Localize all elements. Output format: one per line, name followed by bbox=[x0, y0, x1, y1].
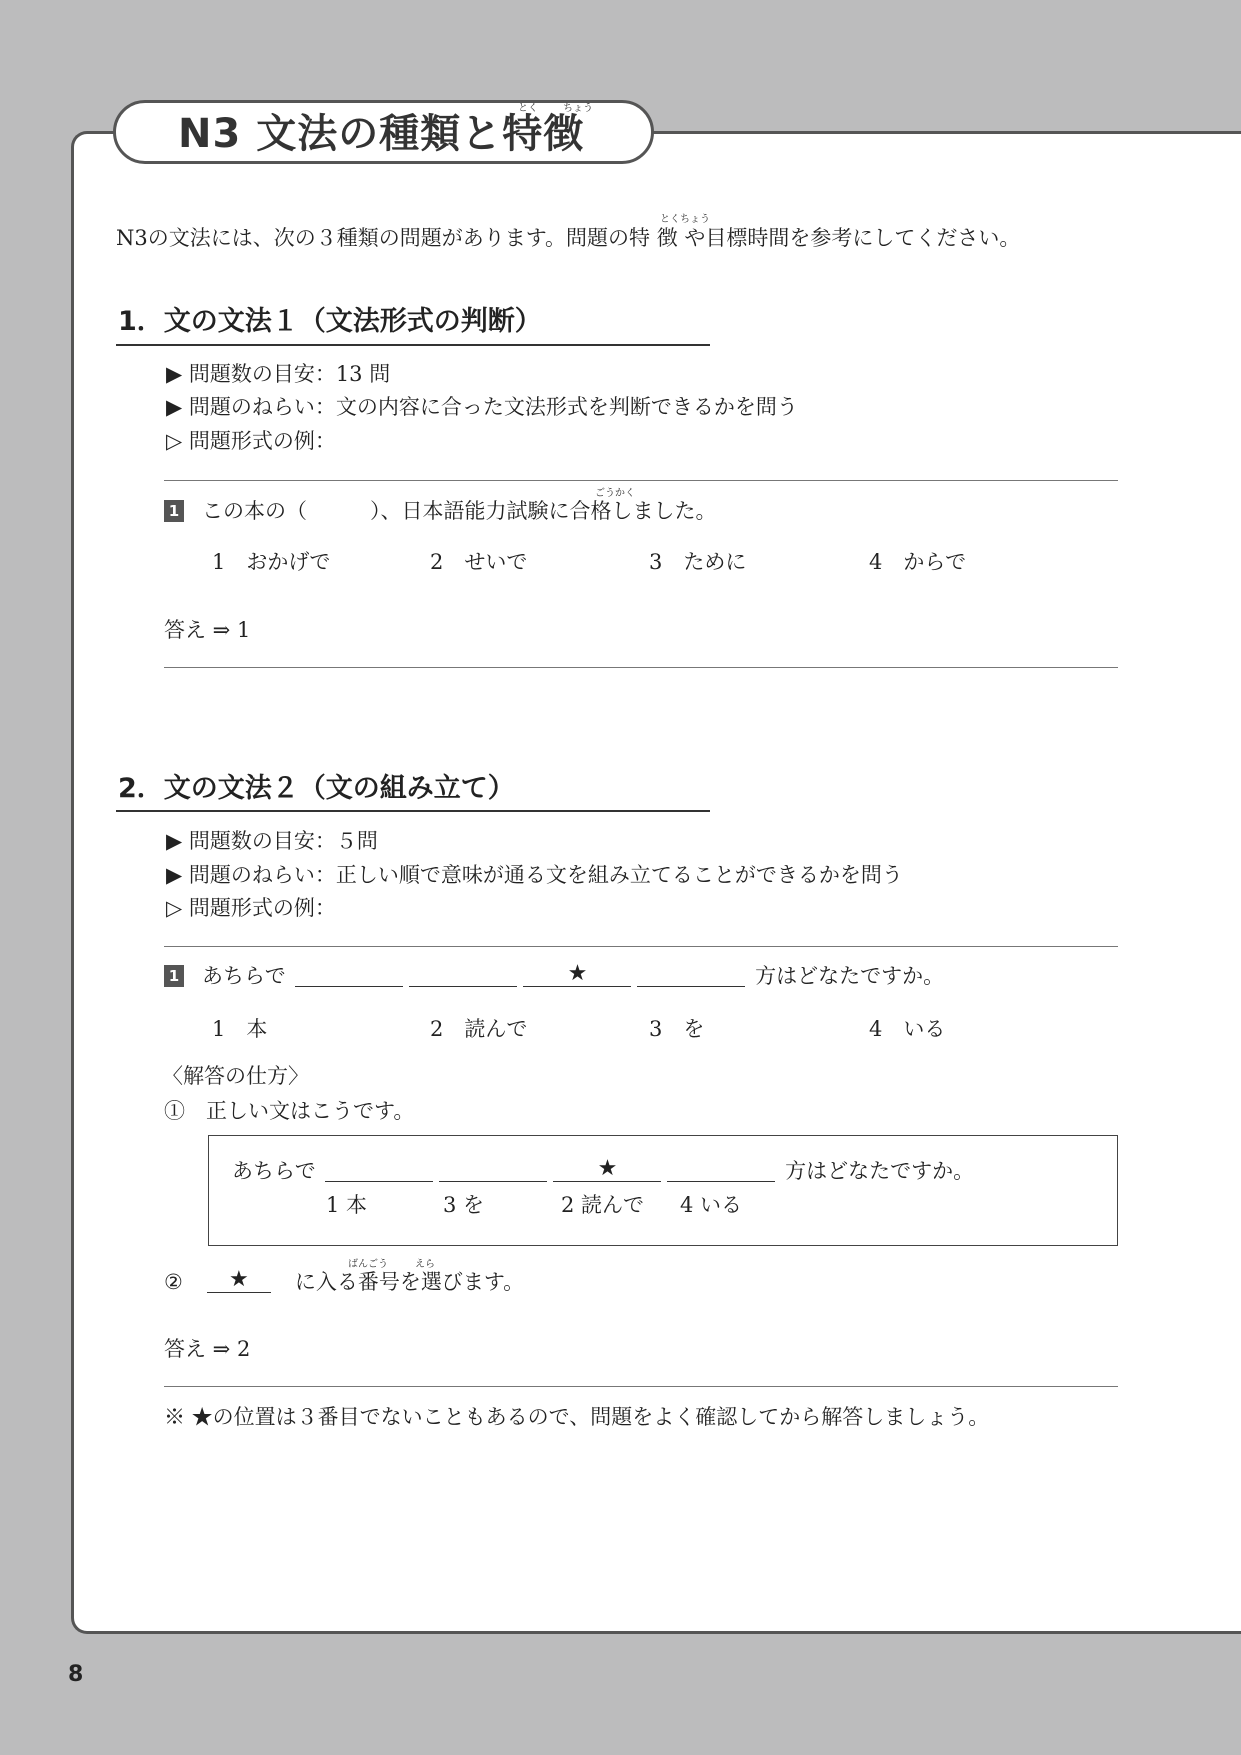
section2-choice-1: 1 本 bbox=[212, 1017, 268, 1041]
method-step2 bbox=[164, 1268, 524, 1296]
section1-choice-3: 3 ために bbox=[649, 550, 747, 574]
method-label: 〈解答の仕方〉 bbox=[162, 1064, 309, 1088]
section1-rule-bottom bbox=[164, 667, 1118, 668]
section2-underline bbox=[116, 810, 710, 812]
title-ruby-chou: ちょう bbox=[563, 103, 593, 114]
section1-underline bbox=[116, 344, 710, 346]
answer-blank-star bbox=[207, 1267, 271, 1293]
section1-choice-4: 4 からで bbox=[869, 550, 967, 574]
section2-question-suffix: 方はどなたですか。 bbox=[755, 964, 945, 988]
intro-text: N3の文法には、次の３種類の問題があります。問題の特 徴 や目標時間を参考にしてください。 bbox=[116, 226, 1021, 250]
step2-number: ② bbox=[164, 1270, 183, 1294]
question-number-badge: 1 bbox=[164, 500, 184, 522]
method-step1: ① 正しい文はこうです。 bbox=[164, 1099, 415, 1123]
section1-bullet-format: ▷ 問題形式の例： bbox=[166, 429, 336, 453]
section1-rule-top bbox=[164, 480, 1118, 481]
section2-bullet-aim: ▶ 問題のねらい：正しい順で意味が通る文を組み立てることができるかを問う bbox=[166, 863, 903, 887]
section1-question-text: この本の（ ）、日本語能力試験に合格しました。 bbox=[202, 499, 717, 523]
answer-blank bbox=[439, 1159, 547, 1182]
step2-ruby-bangou: ばんごう bbox=[348, 1259, 388, 1270]
box-order-2: 3 を bbox=[443, 1193, 485, 1217]
section1-question-ruby: ごうかく bbox=[595, 488, 635, 499]
section2-choice-4: 4 いる bbox=[869, 1017, 946, 1041]
section1-choice-1: 1 おかげで bbox=[212, 550, 331, 574]
box-sentence bbox=[232, 1157, 974, 1185]
intro-ruby: とくちょう bbox=[660, 214, 710, 225]
answer-blank bbox=[667, 1159, 775, 1182]
answer-blank bbox=[325, 1159, 433, 1182]
star-icon: ★ bbox=[228, 1267, 249, 1292]
box-prefix: あちらで bbox=[232, 1159, 316, 1183]
section1-bullet-aim: ▶ 問題のねらい：文の内容に合った文法形式を判断できるかを問う bbox=[166, 395, 798, 419]
question-number-badge: 1 bbox=[164, 965, 184, 987]
step2-text: に入る番号を選びます。 bbox=[294, 1270, 525, 1294]
section2-bullet-format: ▷ 問題形式の例： bbox=[166, 896, 336, 920]
star-icon: ★ bbox=[597, 1156, 618, 1181]
section1-choice-2: 2 せいで bbox=[430, 550, 528, 574]
section2-choice-3: 3 を bbox=[649, 1017, 705, 1041]
page-number: 8 bbox=[68, 1662, 84, 1687]
answer-blank bbox=[637, 964, 745, 987]
step2-ruby-era: えら bbox=[415, 1259, 435, 1270]
section1-answer: 答え ⇒ 1 bbox=[164, 618, 251, 642]
answer-blank bbox=[295, 964, 403, 987]
box-order-3: 2 読んで bbox=[561, 1193, 645, 1217]
answer-blank-star bbox=[553, 1156, 661, 1182]
box-suffix: 方はどなたですか。 bbox=[785, 1159, 975, 1183]
star-icon: ★ bbox=[567, 961, 588, 986]
section1-heading: 1．文の文法１（文法形式の判断） bbox=[118, 306, 542, 337]
box-order-1: 1 本 bbox=[326, 1193, 368, 1217]
page-title: N3 文法の種類と特徴 bbox=[178, 111, 585, 157]
section2-answer: 答え ⇒ 2 bbox=[164, 1337, 251, 1361]
section2-question bbox=[164, 962, 944, 990]
section1-bullet-count: ▶ 問題数の目安：13 問 bbox=[166, 362, 391, 386]
section2-rule-bottom bbox=[164, 1386, 1118, 1387]
box-order-4: 4 いる bbox=[680, 1193, 743, 1217]
section2-question-prefix: あちらで bbox=[202, 964, 286, 988]
title-ruby-toku: とく bbox=[518, 103, 538, 114]
answer-blank-star bbox=[523, 961, 631, 987]
section2-choice-2: 2 読んで bbox=[430, 1017, 528, 1041]
section1-question bbox=[164, 497, 717, 525]
section2-bullet-count: ▶ 問題数の目安：５問 bbox=[166, 829, 378, 853]
section2-note: ※ ★の位置は３番目でないこともあるので、問題をよく確認してから解答しましょう。 bbox=[164, 1405, 990, 1429]
section2-rule-top bbox=[164, 946, 1118, 947]
section2-heading: 2．文の文法２（文の組み立て） bbox=[118, 773, 515, 804]
answer-blank bbox=[409, 964, 517, 987]
